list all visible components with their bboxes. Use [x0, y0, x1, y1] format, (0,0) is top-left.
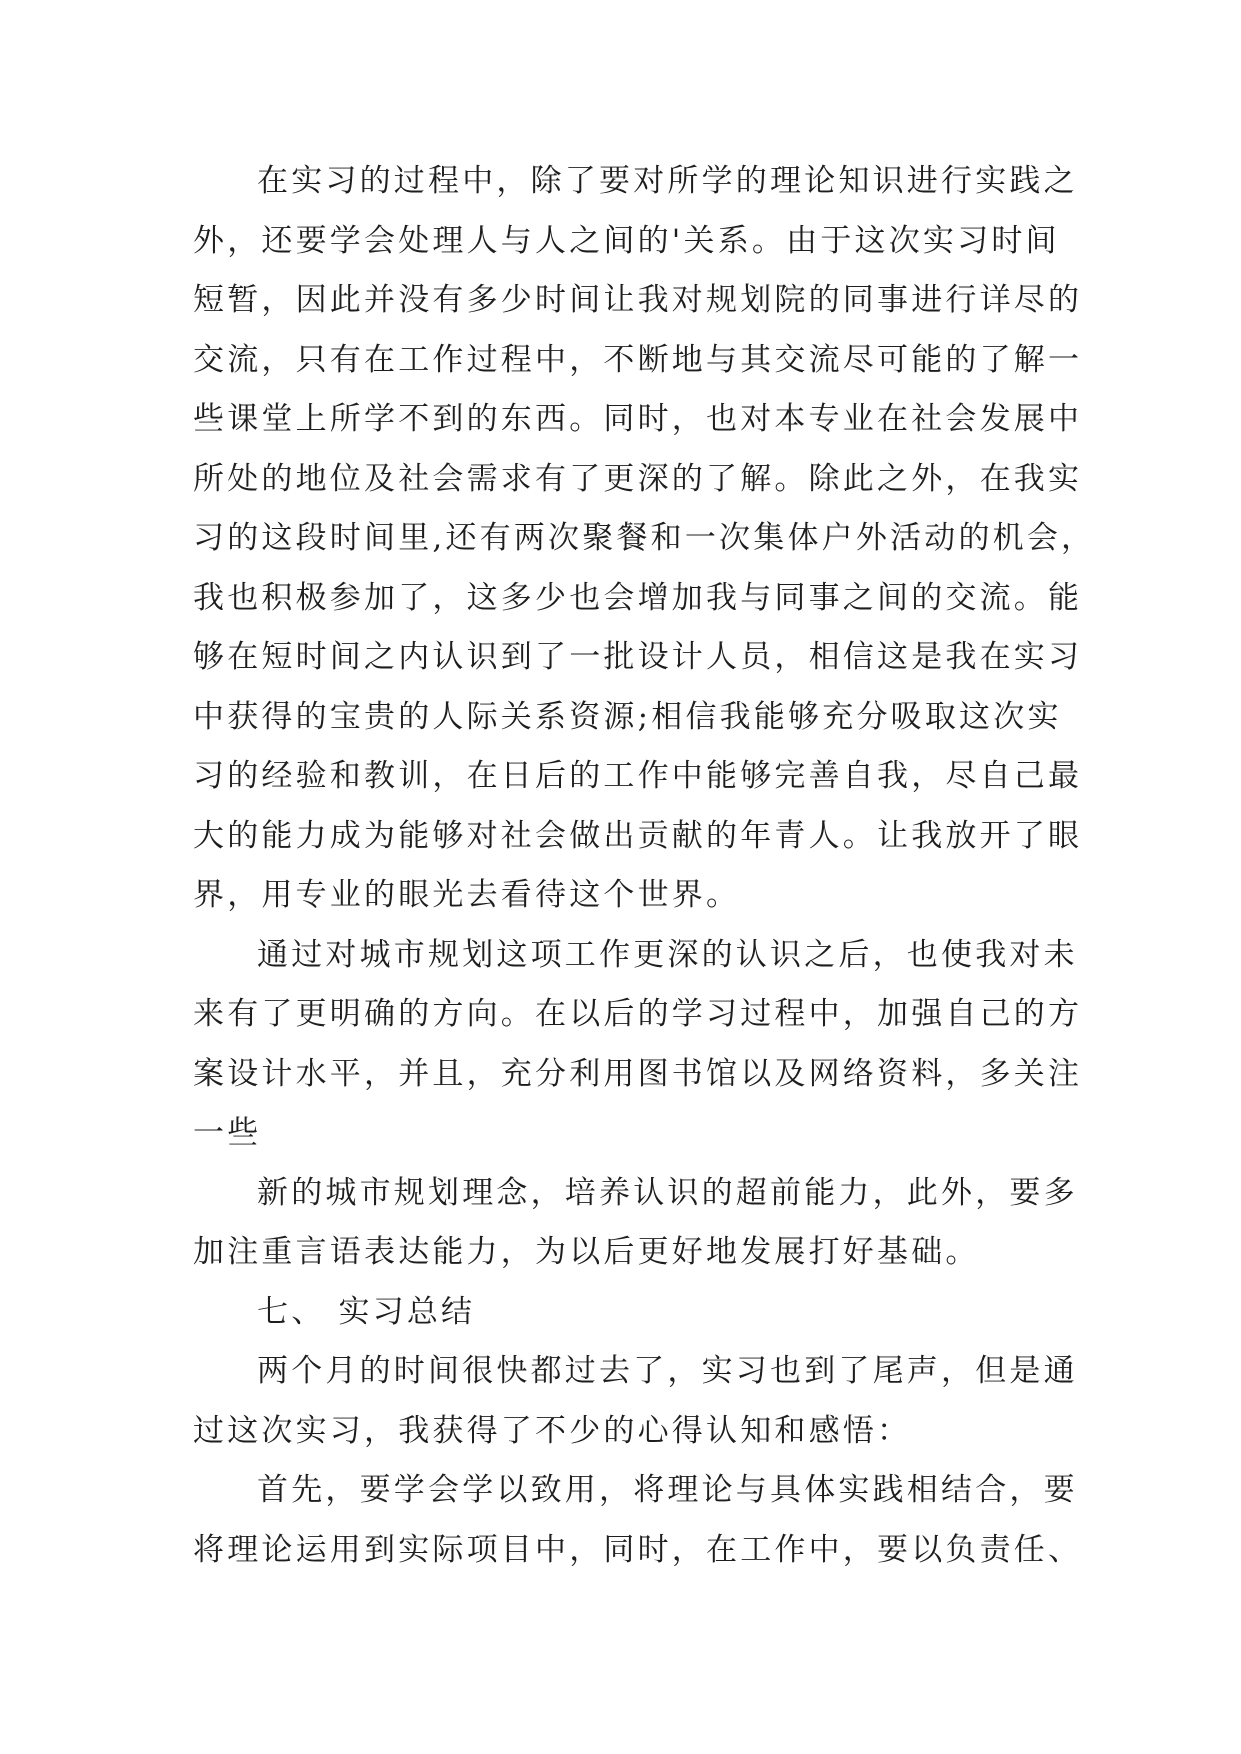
text-line: 我也积极参加了，这多少也会增加我与同事之间的交流。能: [193, 579, 1083, 616]
text-line: 过这次实习，我获得了不少的心得认知和感悟：: [193, 1412, 912, 1449]
text-line: 大的能力成为能够对社会做出贡献的年青人。让我放开了眼: [193, 817, 1083, 854]
text-line: 短暂，因此并没有多少时间让我对规划院的同事进行详尽的: [193, 282, 1083, 318]
text-line: 一些: [193, 1115, 262, 1151]
text-line: 案设计水平，并且，充分利用图书馆以及网络资料，多关注: [193, 1055, 1083, 1092]
text-line: 通过对城市规划这项工作更深的认识之后，也使我对未: [257, 936, 1078, 973]
text-line: 外，还要学会处理人与人之间的'关系。由于这次实习时间: [193, 222, 1060, 259]
text-line: 习的经验和教训，在日后的工作中能够完善自我，尽自己最: [193, 758, 1083, 794]
text-line: 将理论运用到实际项目中，同时，在工作中，要以负责任、: [193, 1531, 1083, 1568]
text-line: 些课堂上所学不到的东西。同时，也对本专业在社会发展中: [193, 401, 1083, 437]
text-line: 首先，要学会学以致用，将理论与具体实践相结合，要: [257, 1472, 1078, 1508]
text-line: 七、 实习总结: [257, 1293, 476, 1330]
text-line: 新的城市规划理念，培养认识的超前能力，此外，要多: [257, 1174, 1078, 1211]
text-line: 在实习的过程中，除了要对所学的理论知识进行实践之: [257, 163, 1078, 199]
text-line: 中获得的宝贵的人际关系资源;相信我能够充分吸取这次实: [193, 698, 1062, 735]
document-body: [193, 152, 1096, 1580]
text-line: 所处的地位及社会需求有了更深的了解。除此之外，在我实: [193, 460, 1083, 497]
text-line: 界，用专业的眼光去看待这个世界。: [193, 877, 741, 913]
text-line: 来有了更明确的方向。在以后的学习过程中，加强自己的方: [193, 996, 1083, 1032]
text-line: 习的这段时间里,还有两次聚餐和一次集体户外活动的机会，: [193, 520, 1096, 556]
text-line: 交流，只有在工作过程中，不断地与其交流尽可能的了解一: [193, 341, 1083, 378]
text-line: 够在短时间之内认识到了一批设计人员，相信这是我在实习: [193, 639, 1083, 675]
text-line: 加注重言语表达能力，为以后更好地发展打好基础。: [193, 1234, 980, 1270]
text-line: 两个月的时间很快都过去了，实习也到了尾声，但是通: [257, 1353, 1078, 1389]
